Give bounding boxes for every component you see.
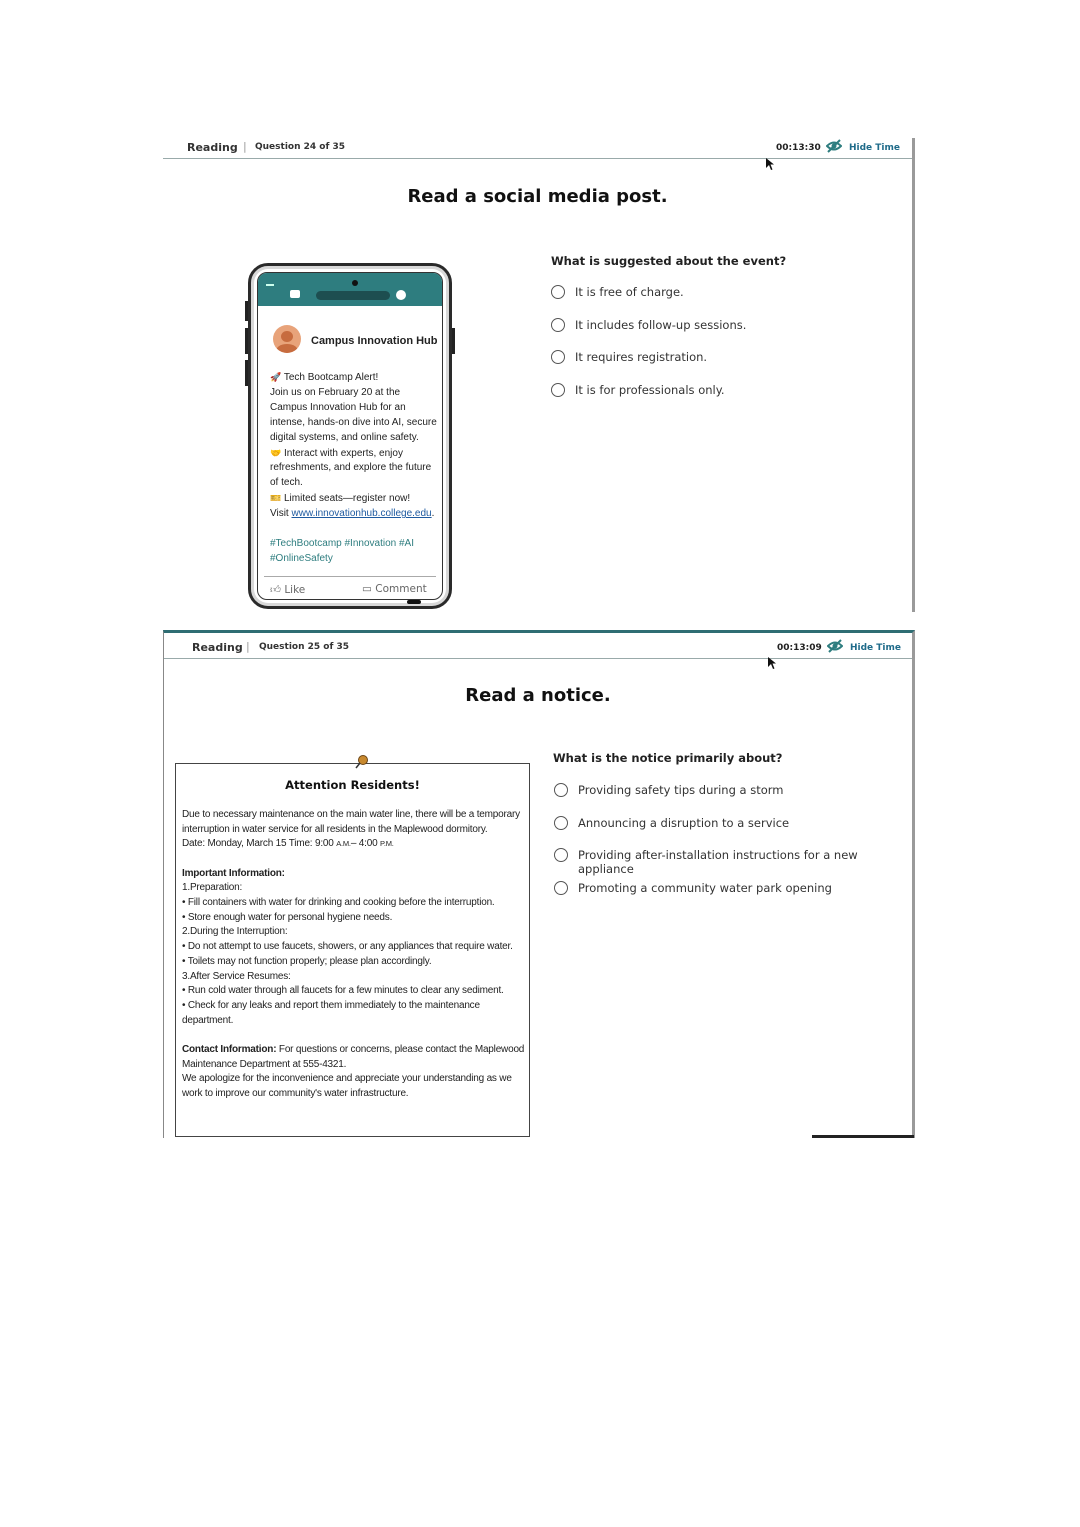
post-link[interactable]: www.innovationhub.college.edu — [291, 508, 432, 520]
radio-button[interactable] — [551, 383, 565, 397]
front-camera — [352, 280, 358, 286]
question-text: What is suggested about the event? — [551, 254, 787, 268]
notice-line: • Toilets may not function properly; please plan accordingly. — [182, 955, 432, 967]
notice-line: • Do not attempt to use faucets, showers, or any appliances that require water. — [182, 941, 513, 953]
comment-label: Comment — [375, 583, 427, 595]
notice-line: • Run cold water through all faucets for a few minutes to clear any sediment. — [182, 985, 504, 997]
phone-screen — [257, 272, 443, 600]
phone-side-button — [245, 328, 248, 354]
phone-side-button — [245, 301, 248, 321]
notice-line: 1.Preparation: — [182, 882, 243, 894]
post-interact: Interact with experts, enjoy refreshments, and explore the future of tech. — [270, 447, 432, 489]
answer-option[interactable]: It includes follow-up sessions. — [551, 318, 746, 351]
important-heading: Important Information: — [182, 867, 285, 879]
radio-button[interactable] — [554, 848, 568, 862]
post-alert: Tech Bootcamp Alert! — [283, 372, 379, 383]
question-counter: Question 25 of 35 — [259, 642, 350, 652]
mouse-cursor-icon — [768, 657, 777, 669]
mouse-cursor-icon — [766, 158, 775, 170]
answer-option[interactable]: It is for professionals only. — [551, 383, 746, 416]
notice-body — [182, 808, 527, 1102]
phone-mockup — [248, 263, 452, 609]
hide-time-button[interactable]: Hide Time — [849, 143, 901, 153]
timer: 00:13:30 — [776, 143, 821, 153]
notice-closing: We apologize for the inconvenience and appreciate your understanding as we work to improve our community's water infrastructure. — [182, 1073, 512, 1099]
answer-option[interactable]: Providing after-installation instructions for a new appliance — [554, 848, 912, 881]
notice-line: 3.After Service Resumes: — [182, 970, 291, 982]
contact-info: Contact Information: For questions or concerns, please contact the Maplewood Maintenance Department at 555-4321. — [182, 1043, 525, 1070]
radio-button[interactable] — [554, 783, 568, 797]
phone-power-button — [452, 328, 455, 354]
answer-option[interactable]: Providing safety tips during a storm — [554, 783, 912, 816]
notice-heading: Attention Residents! — [285, 778, 420, 792]
handshake-icon: 🤝 — [270, 447, 282, 458]
account-name: Campus Innovation Hub — [311, 335, 438, 347]
page-title: Read a social media post. — [407, 186, 668, 207]
phone-home-bar — [407, 600, 421, 604]
answer-options — [551, 285, 746, 415]
divider — [264, 576, 436, 577]
notice-card — [175, 763, 530, 1137]
section-label: Reading — [187, 141, 238, 154]
eye-slash-icon[interactable] — [827, 639, 843, 653]
section-label: Reading — [192, 641, 243, 654]
post-body — [270, 370, 440, 567]
radio-button[interactable] — [554, 881, 568, 895]
question-counter: Question 24 of 35 — [255, 142, 346, 152]
hide-time-button[interactable]: Hide Time — [850, 643, 902, 653]
question-text: What is the notice primarily about? — [553, 751, 783, 765]
post-join: Join us on February 20 at the Campus Innovation Hub for an intense, hands-on dive into AI, secure digital systems, and online safety. — [270, 386, 437, 443]
signal-icon — [266, 279, 274, 286]
radio-button[interactable] — [551, 350, 565, 364]
avatar — [273, 325, 301, 353]
rocket-icon: 🚀 — [270, 372, 282, 382]
like-button[interactable] — [270, 583, 305, 596]
radio-button[interactable] — [551, 318, 565, 332]
comment-button[interactable] — [362, 583, 427, 595]
page-title: Read a notice. — [465, 685, 611, 706]
link-suffix: . — [431, 508, 435, 520]
question-25-screen — [163, 630, 915, 1138]
answer-options — [554, 783, 912, 913]
comment-icon: ▭ — [362, 583, 372, 595]
like-label: Like — [284, 584, 306, 596]
radio-button[interactable] — [551, 285, 565, 299]
post-seats: Limited seats—register now! — [284, 493, 411, 505]
hashtags[interactable]: #TechBootcamp #Innovation #AI #OnlineSafety — [270, 537, 414, 564]
notice-line: • Store enough water for personal hygiene needs. — [182, 911, 393, 923]
pushpin-icon — [354, 754, 370, 770]
eye-slash-icon[interactable] — [826, 139, 842, 153]
bottom-edge-bar — [812, 1135, 914, 1138]
radio-button[interactable] — [554, 816, 568, 830]
notice-line: • Fill containers with water for drinking and cooking before the interruption. — [182, 897, 495, 909]
notice-line: • Check for any leaks and report them immediately to the maintenance department. — [182, 999, 480, 1026]
thumbs-up-icon: 👍︎ — [270, 584, 281, 596]
answer-option[interactable]: It is free of charge. — [551, 285, 746, 318]
notice-intro: Due to necessary maintenance on the main water line, there will be a temporary interruption in water service for all residents in the Maplewood dormitory. — [182, 809, 520, 835]
answer-option[interactable]: Announcing a disruption to a service — [554, 816, 912, 849]
separator: | — [246, 640, 250, 653]
top-bar — [164, 638, 912, 659]
camera-icon — [290, 290, 300, 298]
separator: | — [243, 140, 247, 153]
answer-option[interactable]: It requires registration. — [551, 350, 746, 383]
notice-line: 2.During the Interruption: — [182, 926, 288, 938]
phone-side-button — [245, 360, 248, 386]
status-dot — [396, 290, 406, 300]
timer: 00:13:09 — [777, 643, 822, 653]
answer-option[interactable]: Promoting a community water park opening — [554, 881, 912, 914]
ticket-icon: 🎫 — [270, 493, 282, 504]
app-header — [258, 273, 442, 306]
top-bar — [163, 138, 912, 159]
search-pill — [316, 291, 390, 300]
question-24-screen — [163, 138, 915, 612]
visit-prefix: Visit — [270, 508, 292, 520]
notice-date-line: Date: Monday, March 15 Time: 9:00 A.M.– 4:00 P.M. — [182, 838, 394, 850]
